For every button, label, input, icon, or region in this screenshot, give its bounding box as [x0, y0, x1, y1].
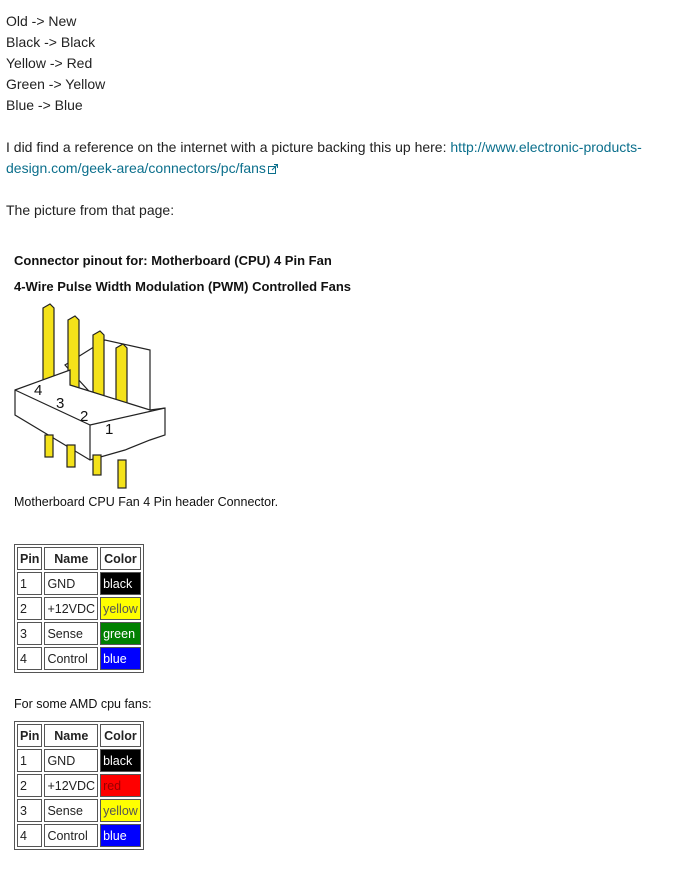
pin-cell: 3: [17, 622, 42, 645]
mapping-line: Green -> Yellow: [6, 76, 106, 92]
header-pin: Pin: [17, 547, 42, 570]
name-cell: GND: [44, 572, 98, 595]
pin-label: 4: [34, 382, 43, 399]
name-cell: Sense: [44, 622, 98, 645]
table-header-row: [17, 724, 141, 747]
connector-caption: Motherboard CPU Fan 4 Pin header Connector.: [14, 495, 279, 509]
name-cell: Control: [44, 647, 98, 670]
name-cell: +12VDC: [44, 774, 98, 797]
pin-cell: 1: [17, 572, 42, 595]
wire-mapping: [6, 11, 105, 116]
header-color: Color: [100, 724, 141, 747]
color-cell: yellow: [100, 799, 141, 822]
reference-link-text[interactable]: http://www.electronic-products-design.com/geek-area/connectors/pc/fans: [6, 139, 642, 176]
figure-subheading: 4-Wire Pulse Width Modulation (PWM) Controlled Fans: [14, 279, 352, 294]
pin-cell: 1: [17, 749, 42, 772]
header-color: Color: [100, 547, 141, 570]
amd-pinout-table: [14, 721, 144, 850]
table-row: [17, 749, 141, 772]
table-row: [17, 774, 141, 797]
color-cell: black: [100, 749, 141, 772]
pin-label: 2: [80, 408, 89, 425]
amd-caption: For some AMD cpu fans:: [14, 697, 152, 711]
pin-cell: 3: [17, 799, 42, 822]
table-header-row: [17, 547, 141, 570]
color-cell: blue: [100, 647, 141, 670]
mapping-line: Blue -> Blue: [6, 97, 83, 113]
color-cell: yellow: [100, 597, 141, 620]
pin-cell: 2: [17, 597, 42, 620]
mapping-line: Yellow -> Red: [6, 55, 93, 71]
name-cell: GND: [44, 749, 98, 772]
name-cell: Sense: [44, 799, 98, 822]
mapping-line: Old -> New: [6, 13, 77, 29]
external-link-icon: [268, 164, 278, 174]
reference-text: I did find a reference on the internet with a picture backing this up here:: [6, 139, 451, 155]
mapping-line: Black -> Black: [6, 34, 96, 50]
name-cell: +12VDC: [44, 597, 98, 620]
header-name: Name: [44, 547, 98, 570]
pinout-table: [14, 544, 144, 673]
pin-label: 3: [56, 395, 65, 412]
reference-paragraph: [6, 137, 676, 179]
figure-heading: Connector pinout for: Motherboard (CPU) 4 Pin Fan: [14, 253, 332, 268]
header-pin: Pin: [17, 724, 42, 747]
table-row: [17, 824, 141, 847]
name-cell: Control: [44, 824, 98, 847]
table-row: [17, 647, 141, 670]
header-name: Name: [44, 724, 98, 747]
fan-connector-illustration: [10, 300, 180, 490]
pin-cell: 4: [17, 647, 42, 670]
table-row: [17, 597, 141, 620]
color-cell: red: [100, 774, 141, 797]
table-row: [17, 572, 141, 595]
pin-cell: 4: [17, 824, 42, 847]
picture-caption: The picture from that page:: [6, 202, 175, 218]
pin-label: 1: [105, 421, 114, 438]
pin-cell: 2: [17, 774, 42, 797]
color-cell: green: [100, 622, 141, 645]
table-row: [17, 799, 141, 822]
color-cell: black: [100, 572, 141, 595]
table-row: [17, 622, 141, 645]
color-cell: blue: [100, 824, 141, 847]
